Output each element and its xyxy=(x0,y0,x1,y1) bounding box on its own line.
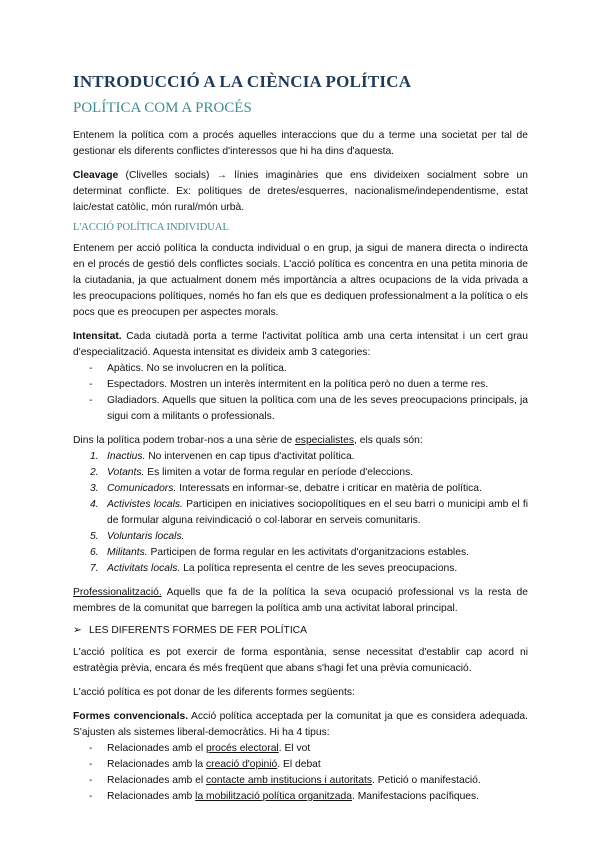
especialistes-paragraph: Dins la política podem trobar-nos a una sèrie de especialistes, els quals són: xyxy=(73,435,423,446)
list-item: 7. Activitats locals. La política representa el centre de les seves preocupacions. xyxy=(90,563,458,574)
especialistes-link: especialistes xyxy=(295,435,355,446)
list-item: - Relacionades amb la mobilització política organitzada. Manifestacions pacífiques. xyxy=(73,789,528,805)
intensitat-text: Cada ciutadà porta a terme l'activitat política amb una certa intensitat i un cert grau d'especialització. Aquesta intensitat es divideix amb 3 categories: xyxy=(73,331,528,358)
cleavage-term: Cleavage xyxy=(73,170,119,181)
list-item: 6. Militants. Participen de forma regular en les activitats d'organitzacions estables. xyxy=(90,547,469,558)
list-item: - Espectadors. Mostren un interès intermitent en la política però no duen a terme res. xyxy=(73,377,528,393)
intensitat-paragraph xyxy=(73,329,528,361)
professionalitzacio-term: Professionalització. xyxy=(73,587,162,598)
especialistes-list xyxy=(73,449,528,577)
cleavage-text: (Clivelles socials) → línies imaginàries que ens divideixen socialment sobre un determinat conflicte. Ex: polítiques de dretes/esquerres, nacionalisme/independentisme, estat laic/estat catòlic, món rural/món urbà. xyxy=(73,170,528,213)
intensitat-term: Intensitat. xyxy=(73,331,122,342)
page-title: INTRODUCCIÓ A LA CIÈNCIA POLÍTICA xyxy=(73,72,412,91)
list-item: - Relacionades amb la creació d'opinió. El debat xyxy=(73,757,528,773)
professionalitzacio-paragraph: Professionalització. Aquells que fa de la política la seva ocupació professional vs la resta de membres de la comunitat que barregen la política amb una activitat laboral principal. xyxy=(73,587,528,614)
convencionals-list xyxy=(73,741,528,805)
intensitat-list xyxy=(73,361,528,425)
document-page xyxy=(73,72,528,805)
list-item: 1. Inactius. No intervenen en cap tipus d'activitat política. xyxy=(90,451,355,462)
intro-paragraph: Entenem la política com a procés aquelles interaccions que du a terme una societat per tal de gestionar els diferents conflictes d'interessos que hi ha dins d'aquesta. xyxy=(73,130,528,157)
list-item: 2. Votants. Es limiten a votar de forma regular en període d'eleccions. xyxy=(90,467,414,478)
list-item: - Relacionades amb el procés electoral. El vot xyxy=(73,741,528,757)
list-item: 4. Activistes locals. Participen en iniciatives sociopolítiques en el seu barri o municipi amb el fi de formular alguna reivindicació o col·laborar en serveis comunitaris. xyxy=(90,499,528,526)
formes-paragraph-2: L'acció política es pot donar de les diferents formes següents: xyxy=(73,687,355,698)
formes-heading: ➢ LES DIFERENTS FORMES DE FER POLÍTICA xyxy=(73,623,528,639)
formes-paragraph-1: L'acció política es pot exercir de forma espontània, sense necessitat d'establir cap acord ni estratègia prèvia, encara és més freqüent que abans s'hagi fet una prèvia comunicació. xyxy=(73,647,528,674)
section-heading-individual: L'ACCIÓ POLÍTICA INDIVIDUAL xyxy=(73,222,229,233)
list-item: 5. Voluntaris locals. xyxy=(90,531,185,542)
list-item: 3. Comunicadors. Interessats en informar-se, debatre i criticar en matèria de política. xyxy=(90,483,482,494)
convencionals-paragraph: Formes convencionals. Acció política acceptada per la comunitat ja que es considera adequada. S'ajusten als sistemes liberal-democràtics. Hi ha 4 tipus: xyxy=(73,711,529,738)
individual-paragraph: Entenem per acció política la conducta individual o en grup, ja sigui de manera directa o indirecta en el procés de gestió dels conflictes socials. L'acció política es concentra en una petita minoria de la ciutadania, ja que actualment donem més importància a altres ocupacions de la vida privada a les preocupacions polítiques, només ho fan els que es dediquen professionalment a la política o els pocs que es preocupen per aspectes morals. xyxy=(73,243,528,318)
arrow-bullet-icon: ➢ xyxy=(73,625,82,636)
section-heading-proces: POLÍTICA COM A PROCÉS xyxy=(73,100,252,116)
cleavage-paragraph xyxy=(73,168,528,216)
list-item: - Gladiadors. Aquells que situen la política com una de les seves preocupacions principals, ja sigui com a militants o professionals. xyxy=(73,393,528,425)
list-item: - Relacionades amb el contacte amb institucions i autoritats. Petició o manifestació. xyxy=(73,773,528,789)
list-item: - Apàtics. No se involucren en la política. xyxy=(73,361,528,377)
convencionals-term: Formes convencionals. xyxy=(73,711,189,722)
